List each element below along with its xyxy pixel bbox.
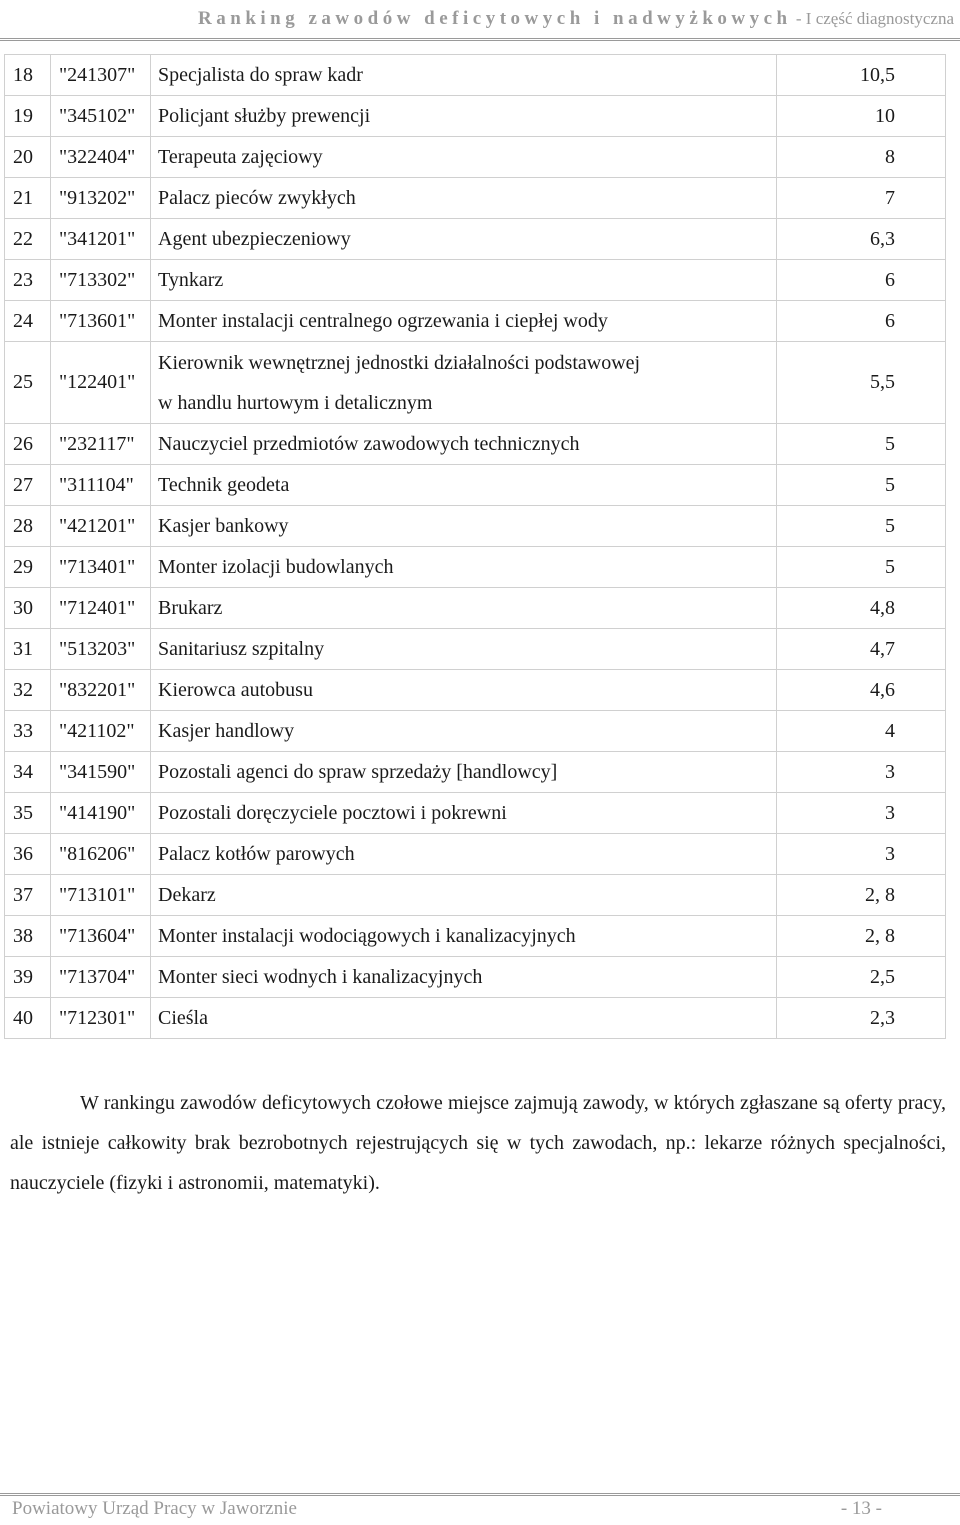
table-row bbox=[5, 55, 946, 96]
occupation-code-cell: "513203" bbox=[51, 629, 151, 670]
rank-number-cell: 30 bbox=[5, 588, 51, 629]
occupation-name-cell: Cieśla bbox=[151, 998, 777, 1039]
indicator-value-cell: 2, 8 bbox=[777, 875, 946, 916]
occupation-code-cell: "712401" bbox=[51, 588, 151, 629]
occupation-code-cell: "816206" bbox=[51, 834, 151, 875]
occupation-code-cell: "414190" bbox=[51, 793, 151, 834]
occupation-code-cell: "713401" bbox=[51, 547, 151, 588]
occupation-name-cell: Tynkarz bbox=[151, 260, 777, 301]
occupation-name-line: w handlu hurtowym i detalicznym bbox=[158, 391, 433, 414]
table-row bbox=[5, 957, 946, 998]
occupation-name-cell: Brukarz bbox=[151, 588, 777, 629]
table-row bbox=[5, 752, 946, 793]
indicator-value-cell: 5,5 bbox=[777, 342, 946, 424]
header-divider bbox=[0, 38, 960, 41]
table-row bbox=[5, 506, 946, 547]
rank-number-cell: 28 bbox=[5, 506, 51, 547]
summary-text: W rankingu zawodów deficytowych czołowe miejsce zajmują zawody, w których zgłaszane są oferty pracy, ale istnieje całkowity brak bezrobotnych rejestrujących się w tych zawodach, np.: lekarze różnych specjalności, nauczyciele (fizyki i astronomii, matematyki). bbox=[10, 1092, 946, 1194]
occupation-name-cell: Dekarz bbox=[151, 875, 777, 916]
occupation-code-cell: "713302" bbox=[51, 260, 151, 301]
table-row bbox=[5, 629, 946, 670]
indicator-value-cell: 10,5 bbox=[777, 55, 946, 96]
rank-number-cell: 18 bbox=[5, 55, 51, 96]
rank-number-cell: 37 bbox=[5, 875, 51, 916]
rank-number-cell: 38 bbox=[5, 916, 51, 957]
indicator-value-cell: 3 bbox=[777, 752, 946, 793]
indicator-value-cell: 2,5 bbox=[777, 957, 946, 998]
occupation-name-cell: Kierowca autobusu bbox=[151, 670, 777, 711]
rank-number-cell: 29 bbox=[5, 547, 51, 588]
rank-number-cell: 25 bbox=[5, 342, 51, 424]
indicator-value-cell: 6,3 bbox=[777, 219, 946, 260]
occupation-name-cell: Sanitariusz szpitalny bbox=[151, 629, 777, 670]
occupation-name-cell: Monter izolacji budowlanych bbox=[151, 547, 777, 588]
table-row bbox=[5, 424, 946, 465]
rank-number-cell: 32 bbox=[5, 670, 51, 711]
table-row bbox=[5, 793, 946, 834]
header-subtitle: - I część diagnostyczna bbox=[791, 9, 954, 28]
occupation-code-cell: "421201" bbox=[51, 506, 151, 547]
footer-office-name: Powiatowy Urząd Pracy w Jaworznie bbox=[12, 1498, 297, 1519]
occupation-code-cell: "232117" bbox=[51, 424, 151, 465]
occupation-name-cell: Technik geodeta bbox=[151, 465, 777, 506]
indicator-value-cell: 2, 8 bbox=[777, 916, 946, 957]
occupation-code-cell: "713704" bbox=[51, 957, 151, 998]
table-row bbox=[5, 342, 946, 424]
table-row bbox=[5, 875, 946, 916]
indicator-value-cell: 5 bbox=[777, 506, 946, 547]
header-title: Ranking zawodów deficytowych i nadwyżkowych bbox=[198, 8, 792, 29]
rank-number-cell: 40 bbox=[5, 998, 51, 1039]
table-row bbox=[5, 465, 946, 506]
rank-number-cell: 36 bbox=[5, 834, 51, 875]
indicator-value-cell: 4,6 bbox=[777, 670, 946, 711]
occupation-name-cell: Palacz pieców zwykłych bbox=[151, 178, 777, 219]
indicator-value-cell: 10 bbox=[777, 96, 946, 137]
indicator-value-cell: 4,8 bbox=[777, 588, 946, 629]
occupation-name-cell: Agent ubezpieczeniowy bbox=[151, 219, 777, 260]
rank-number-cell: 22 bbox=[5, 219, 51, 260]
occupation-name-cell bbox=[151, 342, 777, 424]
table-row bbox=[5, 916, 946, 957]
indicator-value-cell: 4,7 bbox=[777, 629, 946, 670]
rank-number-cell: 31 bbox=[5, 629, 51, 670]
table-row bbox=[5, 137, 946, 178]
table-row bbox=[5, 178, 946, 219]
rank-number-cell: 27 bbox=[5, 465, 51, 506]
occupation-code-cell: "913202" bbox=[51, 178, 151, 219]
table-row bbox=[5, 588, 946, 629]
table-row bbox=[5, 998, 946, 1039]
indicator-value-cell: 7 bbox=[777, 178, 946, 219]
table-row bbox=[5, 301, 946, 342]
occupation-name-line: Kierownik wewnętrznej jednostki działalności podstawowej bbox=[158, 351, 641, 374]
ranking-table-body bbox=[5, 55, 946, 1039]
table-row bbox=[5, 834, 946, 875]
indicator-value-cell: 8 bbox=[777, 137, 946, 178]
occupation-code-cell: "712301" bbox=[51, 998, 151, 1039]
occupation-code-cell: "713101" bbox=[51, 875, 151, 916]
indicator-value-cell: 3 bbox=[777, 793, 946, 834]
occupation-name-cell: Terapeuta zajęciowy bbox=[151, 137, 777, 178]
occupation-name-cell: Pozostali agenci do spraw sprzedaży [handlowcy] bbox=[151, 752, 777, 793]
indicator-value-cell: 4 bbox=[777, 711, 946, 752]
indicator-value-cell: 6 bbox=[777, 260, 946, 301]
occupation-name-cell: Kasjer handlowy bbox=[151, 711, 777, 752]
occupation-name-cell: Pozostali doręczyciele pocztowi i pokrewni bbox=[151, 793, 777, 834]
rank-number-cell: 21 bbox=[5, 178, 51, 219]
occupation-code-cell: "832201" bbox=[51, 670, 151, 711]
ranking-table bbox=[4, 54, 946, 1039]
rank-number-cell: 26 bbox=[5, 424, 51, 465]
rank-number-cell: 34 bbox=[5, 752, 51, 793]
table-row bbox=[5, 96, 946, 137]
occupation-code-cell: "421102" bbox=[51, 711, 151, 752]
occupation-name-cell: Monter sieci wodnych i kanalizacyjnych bbox=[151, 957, 777, 998]
occupation-code-cell: "322404" bbox=[51, 137, 151, 178]
occupation-name-cell: Specjalista do spraw kadr bbox=[151, 55, 777, 96]
rank-number-cell: 24 bbox=[5, 301, 51, 342]
occupation-name-cell: Kasjer bankowy bbox=[151, 506, 777, 547]
occupation-code-cell: "345102" bbox=[51, 96, 151, 137]
indicator-value-cell: 6 bbox=[777, 301, 946, 342]
indicator-value-cell: 5 bbox=[777, 547, 946, 588]
occupation-code-cell: "241307" bbox=[51, 55, 151, 96]
rank-number-cell: 39 bbox=[5, 957, 51, 998]
table-row bbox=[5, 711, 946, 752]
page-header bbox=[0, 6, 954, 32]
occupation-code-cell: "341590" bbox=[51, 752, 151, 793]
occupation-code-cell: "713601" bbox=[51, 301, 151, 342]
indicator-value-cell: 3 bbox=[777, 834, 946, 875]
occupation-name-cell: Nauczyciel przedmiotów zawodowych technicznych bbox=[151, 424, 777, 465]
rank-number-cell: 35 bbox=[5, 793, 51, 834]
occupation-code-cell: "311104" bbox=[51, 465, 151, 506]
table-row bbox=[5, 547, 946, 588]
occupation-code-cell: "713604" bbox=[51, 916, 151, 957]
rank-number-cell: 20 bbox=[5, 137, 51, 178]
table-row bbox=[5, 219, 946, 260]
table-row bbox=[5, 670, 946, 711]
indicator-value-cell: 5 bbox=[777, 424, 946, 465]
occupation-name-cell: Palacz kotłów parowych bbox=[151, 834, 777, 875]
occupation-name-cell: Monter instalacji wodociągowych i kanalizacyjnych bbox=[151, 916, 777, 957]
rank-number-cell: 19 bbox=[5, 96, 51, 137]
indicator-value-cell: 2,3 bbox=[777, 998, 946, 1039]
indicator-value-cell: 5 bbox=[777, 465, 946, 506]
occupation-code-cell: "122401" bbox=[51, 342, 151, 424]
page-number: - 13 - bbox=[840, 1498, 882, 1519]
rank-number-cell: 23 bbox=[5, 260, 51, 301]
occupation-name-cell: Monter instalacji centralnego ogrzewania i ciepłej wody bbox=[151, 301, 777, 342]
occupation-name-cell: Policjant służby prewencji bbox=[151, 96, 777, 137]
summary-paragraph bbox=[10, 1083, 946, 1203]
rank-number-cell: 33 bbox=[5, 711, 51, 752]
table-row bbox=[5, 260, 946, 301]
occupation-code-cell: "341201" bbox=[51, 219, 151, 260]
